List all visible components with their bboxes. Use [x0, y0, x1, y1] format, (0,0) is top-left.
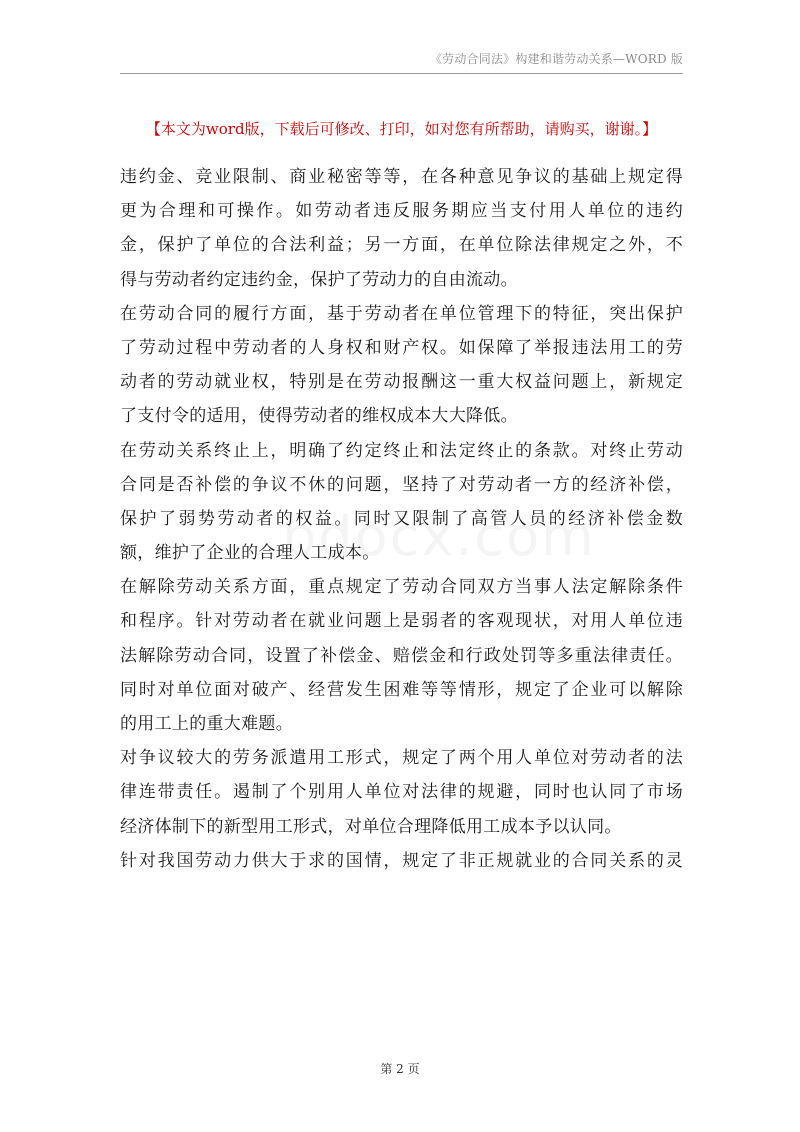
text-line: 律连带责任。遏制了个别用人单位对法律的规避，同时也认同了市场: [120, 782, 683, 803]
text-line: 法解除劳动合同，设置了补偿金、赔偿金和行政处罚等多重法律责任。: [120, 645, 683, 666]
text-line: 保护了弱势劳动者的权益。同时又限制了高管人员的经济补偿金数: [120, 508, 683, 529]
download-notice: 【本文为word版，下载后可修改、打印，如对您有所帮助，请购买，谢谢。】: [145, 120, 658, 138]
text-line: 合同是否补偿的争议不休的问题，坚持了对劳动者一方的经济补偿，: [120, 474, 683, 495]
text-line: 金，保护了单位的合法利益；另一方面，在单位除法律规定之外，不: [120, 235, 683, 256]
text-line: 更为合理和可操作。如劳动者违反服务期应当支付用人单位的违约: [120, 201, 683, 222]
page-header-title: 《劳动合同法》构建和谐劳动关系—WORD 版: [429, 52, 683, 66]
text-line: 额，维护了企业的合理人工成本。: [120, 543, 380, 564]
text-line: 同时对单位面对破产、经营发生困难等等情形，规定了企业可以解除: [120, 679, 683, 700]
text-line: 对争议较大的劳务派遣用工形式，规定了两个用人单位对劳动者的法: [120, 748, 683, 769]
page-number: 第 2 页: [380, 1062, 420, 1076]
text-line: 动者的劳动就业权，特别是在劳动报酬这一重大权益问题上，新规定: [120, 372, 683, 393]
text-line: 了劳动过程中劳动者的人身权和财产权。如保障了举报违法用工的劳: [120, 337, 683, 358]
text-line: 针对我国劳动力供大于求的国情，规定了非正规就业的合同关系的灵: [120, 850, 683, 871]
text-line: 了支付令的适用，使得劳动者的维权成本大大降低。: [120, 406, 518, 427]
text-line: 的用工上的重大难题。: [120, 714, 293, 734]
text-line: 经济体制下的新型用工形式，对单位合理降低用工成本予以认同。: [120, 816, 622, 837]
document-body: [120, 160, 683, 878]
text-line: 在劳动关系终止上，明确了约定终止和法定终止的条款。对终止劳动: [120, 440, 683, 461]
text-line: 在解除劳动关系方面，重点规定了劳动合同双方当事人法定解除条件: [120, 577, 683, 598]
text-line: 和程序。针对劳动者在就业问题上是弱者的客观现状，对用人单位违: [120, 611, 683, 632]
text-line: 违约金、竞业限制、商业秘密等等，在各种意见争议的基础上规定得: [120, 167, 683, 187]
text-line: 在劳动合同的履行方面，基于劳动者在单位管理下的特征，突出保护: [120, 303, 683, 324]
header-divider: [120, 73, 683, 74]
text-line: 得与劳动者约定违约金，保护了劳动力的自由流动。: [120, 269, 518, 290]
